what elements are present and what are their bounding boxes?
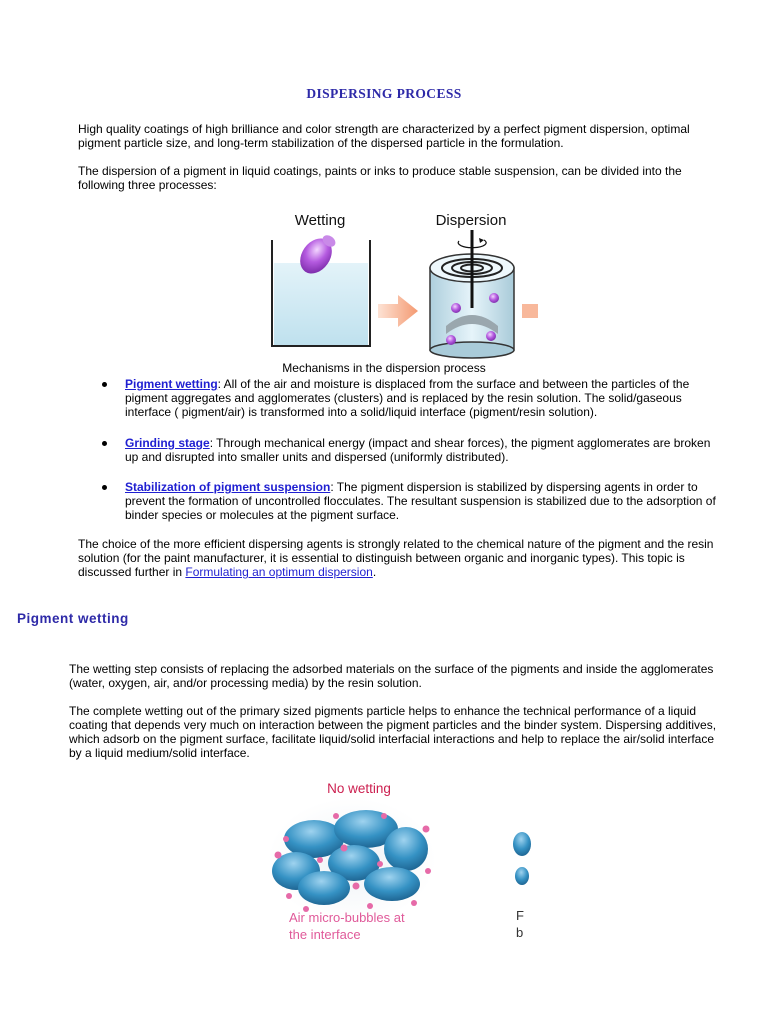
arrow-right-icon — [378, 295, 418, 327]
cut-fragment-2: b — [516, 925, 524, 940]
bubbles-label-line1: Air micro-bubbles at — [289, 910, 405, 925]
wetting-label: Wetting — [294, 212, 346, 229]
list-item — [98, 480, 718, 522]
dispersion-mixer-icon — [430, 230, 514, 358]
bullet-text: : The pigment dispersion is stabilized by dispersing agents in order to prevent the formation of uncontrolled flocculates. The resultant suspension is stabilized due to the adsorption of binder species or molecules at the pigment surface. — [125, 480, 716, 522]
no-wetting-figure — [266, 776, 522, 948]
complete-wetting-paragraph: The complete wetting out of the primary sized pigments particle helps to enhance the technical performance of a liquid coating that depends very much on interaction between the pigment particles and the binder system. Dispersing additives, which adsorb on the pigment surface, facilitate liquid/solid interfacial interactions and help to replace the air/solid interface by a liquid medium/solid interface. — [69, 704, 717, 760]
page-title: DISPERSING PROCESS — [306, 86, 462, 101]
wetting-step-paragraph: The wetting step consists of replacing the adsorbed materials on the surface of the pigments and inside the agglomerates (water, oxygen, air, and/or processing media) by the resin solution. — [69, 662, 714, 690]
list-item — [98, 436, 718, 464]
grinding-stage-link[interactable]: Grinding stage — [125, 436, 210, 450]
paragraph-text: The choice of the more efficient dispersing agents is strongly related to the chemical nature of the pigment and the resin solution (for the paint manufacturer, it is essential to distinguish between organic and inorganic types). This topic is discussed further in — [78, 537, 714, 579]
bubbles-label-line2: the interface — [289, 927, 361, 942]
formulating-dispersion-link[interactable]: Formulating an optimum dispersion — [185, 565, 373, 579]
bullet-icon — [102, 382, 107, 387]
dispersing-agents-paragraph — [78, 537, 718, 579]
bullet-icon — [102, 485, 107, 490]
dispersion-mechanism-figure — [258, 208, 538, 358]
cut-fragment-1: F — [516, 908, 524, 923]
process-list — [98, 377, 718, 538]
intro-paragraph: High quality coatings of high brilliance and color strength are characterized by a perfect pigment dispersion, optimal pigment particle size, and long-term stabilization of the dispersed particle in the formulation. — [78, 122, 690, 150]
processes-paragraph: The dispersion of a pigment in liquid coatings, paints or inks to produce stable suspension, can be divided into the following three processes: — [78, 164, 682, 192]
arrow-tail — [522, 304, 538, 318]
bullet-icon — [102, 441, 107, 446]
pigment-wetting-link[interactable]: Pigment wetting — [125, 377, 218, 391]
stabilization-link[interactable]: Stabilization of pigment suspension — [125, 480, 331, 494]
no-wetting-title: No wetting — [327, 781, 391, 796]
list-item — [98, 377, 718, 419]
figure-caption: Mechanisms in the dispersion process — [282, 361, 486, 375]
section-heading: Pigment wetting — [17, 611, 129, 626]
paragraph-end: . — [372, 565, 377, 579]
dispersion-label: Dispersion — [435, 212, 507, 229]
bullet-text: : All of the air and moisture is displaced from the surface and between the particles of the pigment aggregates and agglomerates (clusters) and is replaced by the resin solution. The solid/gaseous interface ( pigment/air) is transformed into a solid/liquid interface (pigment/resin solution). — [125, 377, 690, 419]
bullet-text: : Through mechanical energy (impact and shear forces), the pigment agglomerates are broken up and disrupted into smaller units and dispersed (uniformly distributed). — [125, 436, 711, 464]
